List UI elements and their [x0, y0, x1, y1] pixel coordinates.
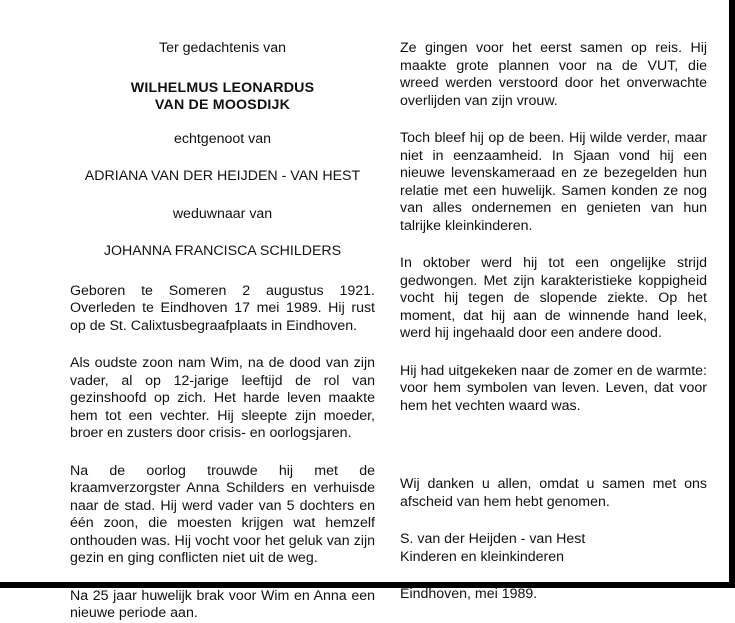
signature-line1: S. van der Heijden - van Hest: [400, 531, 586, 547]
thanks-text: Wij danken u allen, omdat u samen met ons afscheid van hem hebt genomen.: [400, 476, 707, 510]
paragraph-new-period: Na 25 jaar huwelijk brak voor Wim en Anna een nieuwe periode aan.: [70, 587, 375, 621]
paragraph-summer: Hij had uitgekeken naar de zomer en de warmte: voor hem symbolen van leven. Leven, dat voor hem het vechten waard was.: [400, 362, 707, 414]
spouse-intro: echtgenoot van: [173, 130, 272, 147]
paragraph-illness: In oktober werd hij tot een ongelijke strijd gedwongen. Met zijn karakteristieke koppigheid vocht hij tegen de slopende ziekte. Op het moment, dat hij aan de winnende hand leek, werd hij ingehaald door een andere dood.: [400, 255, 707, 341]
signature-line2: Kinderen en kleinkinderen: [400, 548, 565, 565]
paragraph-youth: Als oudste zoon nam Wim, na de dood van zijn vader, al op 12-jarige leeftijd de rol van gezinshoofd op zich. Het harde leven maakte hem tot een vechter. Hij sleepte zijn moeder, broer en zusters door crisis- en oorlogsjaren.: [70, 355, 375, 441]
right-column: [400, 40, 707, 604]
place-date: Eindhoven, mei 1989.: [400, 586, 538, 602]
widower-intro: weduwnaar van: [172, 205, 273, 222]
paragraph-birth-death: Geboren te Someren 2 augustus 1921. Overleden te Eindhoven 17 mei 1989. Hij rust op de St. Calixtusbegraafplaats in Eindhoven.: [70, 282, 375, 334]
deceased-name-line2: VAN DE MOOSDIJK: [154, 97, 291, 113]
paragraph-remarriage: Toch bleef hij op de been. Hij wilde verder, maar niet in eenzaamheid. In Sjaan vond hij een nieuwe levenskameraad en ze bezegelden hun relatie met een huwelijk. Samen konden ze nog van alles ondernemen en genieten van hun talrijke kleinkinderen.: [400, 130, 707, 234]
paragraph-marriage: Na de oorlog trouwde hij met de kraamverzorgster Anna Schilders en verhuisde naar de stad. Hij werd vader van 5 dochters en één zoon, die moesten krijgen wat hemzelf onthouden was. Hij vocht voor het geluk van zijn gezin en ging conflicten niet uit de weg.: [70, 462, 375, 566]
left-column: [70, 40, 375, 623]
deceased-name-line1: WILHELMUS LEONARDUS: [130, 79, 315, 96]
paragraph-travel: Ze gingen voor het eerst samen op reis. Hij maakte grote plannen voor na de VUT, die wreed werden verstoord door het onverwachte overlijden van zijn vrouw.: [400, 40, 707, 109]
first-wife-name: JOHANNA FRANCISCA SCHILDERS: [103, 243, 342, 259]
spouse-name: ADRIANA VAN DER HEIJDEN - VAN HEST: [84, 168, 361, 184]
intro-text: Ter gedachtenis van: [159, 40, 286, 56]
